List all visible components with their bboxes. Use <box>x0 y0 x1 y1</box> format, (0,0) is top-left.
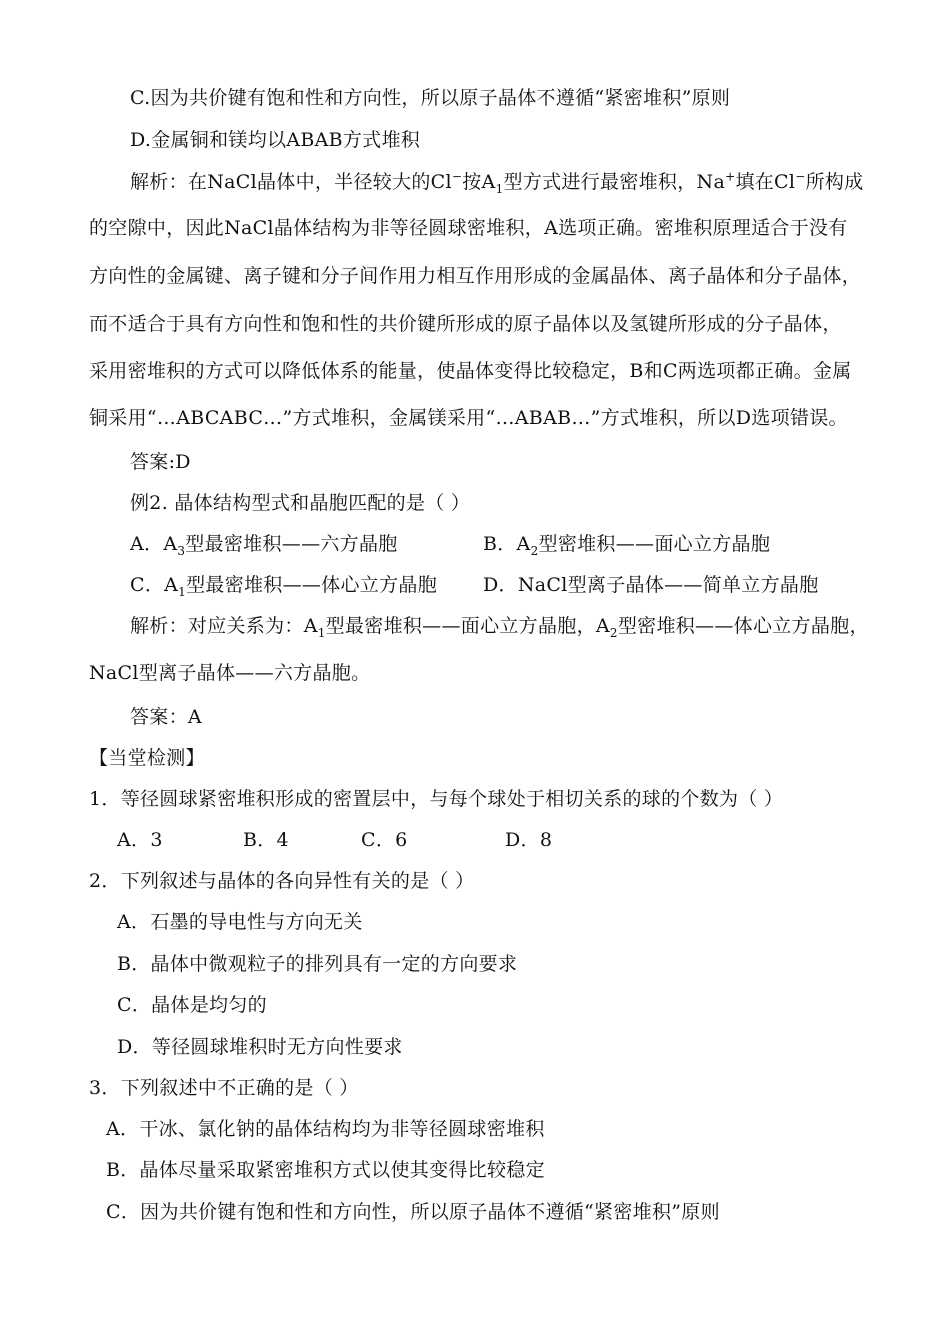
question-3: 3．下列叙述中不正确的是（ ） <box>89 1077 359 1099</box>
q1-option-d: D．8 <box>505 829 553 851</box>
question-1-options <box>117 826 552 854</box>
section-heading: 【当堂检测】 <box>89 747 205 769</box>
q1-option-a: A．3 <box>117 829 163 851</box>
example-2-option-b: B．$A_2$型密堆积——面心立方晶胞 <box>483 533 771 558</box>
example-2-option-a: A．$A_3$型最密堆积——六方晶胞 <box>130 533 398 558</box>
q3-option-a: A．干冰、氯化钠的晶体结构均为非等径圆球密堆积 <box>106 1118 545 1140</box>
q2-option-a: A．石墨的导电性与方向无关 <box>117 911 363 933</box>
example-2-option-c: C．$A_1$型最密堆积——体心立方晶胞 <box>130 574 438 599</box>
example-2-option-d: D．NaCl型离子晶体——简单立方晶胞 <box>483 574 819 596</box>
question-2: 2．下列叙述与晶体的各向异性有关的是（ ） <box>89 870 475 892</box>
example-2-question: 例2. 晶体结构型式和晶胞匹配的是（ ） <box>130 492 471 514</box>
q2-option-d: D．等径圆球堆积时无方向性要求 <box>117 1036 403 1058</box>
q3-option-b: B．晶体尽量采取紧密堆积方式以使其变得比较稳定 <box>106 1159 545 1181</box>
q3-option-c: C．因为共价键有饱和性和方向性，所以原子晶体不遵循“紧密堆积”原则 <box>106 1201 720 1223</box>
q2-option-c: C．晶体是均匀的 <box>117 994 267 1016</box>
q2-option-b: B．晶体中微观粒子的排列具有一定的方向要求 <box>117 953 518 975</box>
analysis-line-2: 的空隙中，因此NaCl晶体结构为非等径圆球密堆积，A选项正确。密堆积原理适合于没有 <box>89 217 848 239</box>
option-d-line: D.金属铜和镁均以ABAB方式堆积 <box>130 129 421 151</box>
question-1: 1．等径圆球紧密堆积形成的密置层中，与每个球处于相切关系的球的个数为（ ） <box>89 788 784 810</box>
analysis-line-4: 而不适合于具有方向性和饱和性的共价键所形成的原子晶体以及氢键所形成的分子晶体， <box>89 313 842 335</box>
analysis-line-6: 铜采用“…ABCABC…”方式堆积，金属镁采用“…ABAB…”方式堆积，所以D选项错误。 <box>89 407 848 429</box>
analysis-line-5: 采用密堆积的方式可以降低体系的能量，使晶体变得比较稳定，B和C两选项都正确。金属 <box>89 360 852 382</box>
analysis-line-1: 解析：在NaCl晶体中，半径较大的Cl−按$A_1$型方式进行最密堆积，Na+填在Cl−所构成 <box>130 169 864 196</box>
example-2-analysis-1: 解析：对应关系为：$A_1$型最密堆积——面心立方晶胞，$A_2$型密堆积——体心立方晶胞， <box>130 615 869 640</box>
q1-option-b: B．4 <box>243 829 289 851</box>
option-c-line: C.因为共价键有饱和性和方向性，所以原子晶体不遵循“紧密堆积”原则 <box>130 87 731 109</box>
answer-1: 答案:D <box>130 451 191 473</box>
analysis-line-3: 方向性的金属键、离子键和分子间作用力相互作用形成的金属晶体、离子晶体和分子晶体， <box>89 265 862 287</box>
example-2-analysis-2: NaCl型离子晶体——六方晶胞。 <box>89 662 371 684</box>
q1-option-c: C．6 <box>361 829 408 851</box>
answer-2: 答案：A <box>130 706 202 728</box>
